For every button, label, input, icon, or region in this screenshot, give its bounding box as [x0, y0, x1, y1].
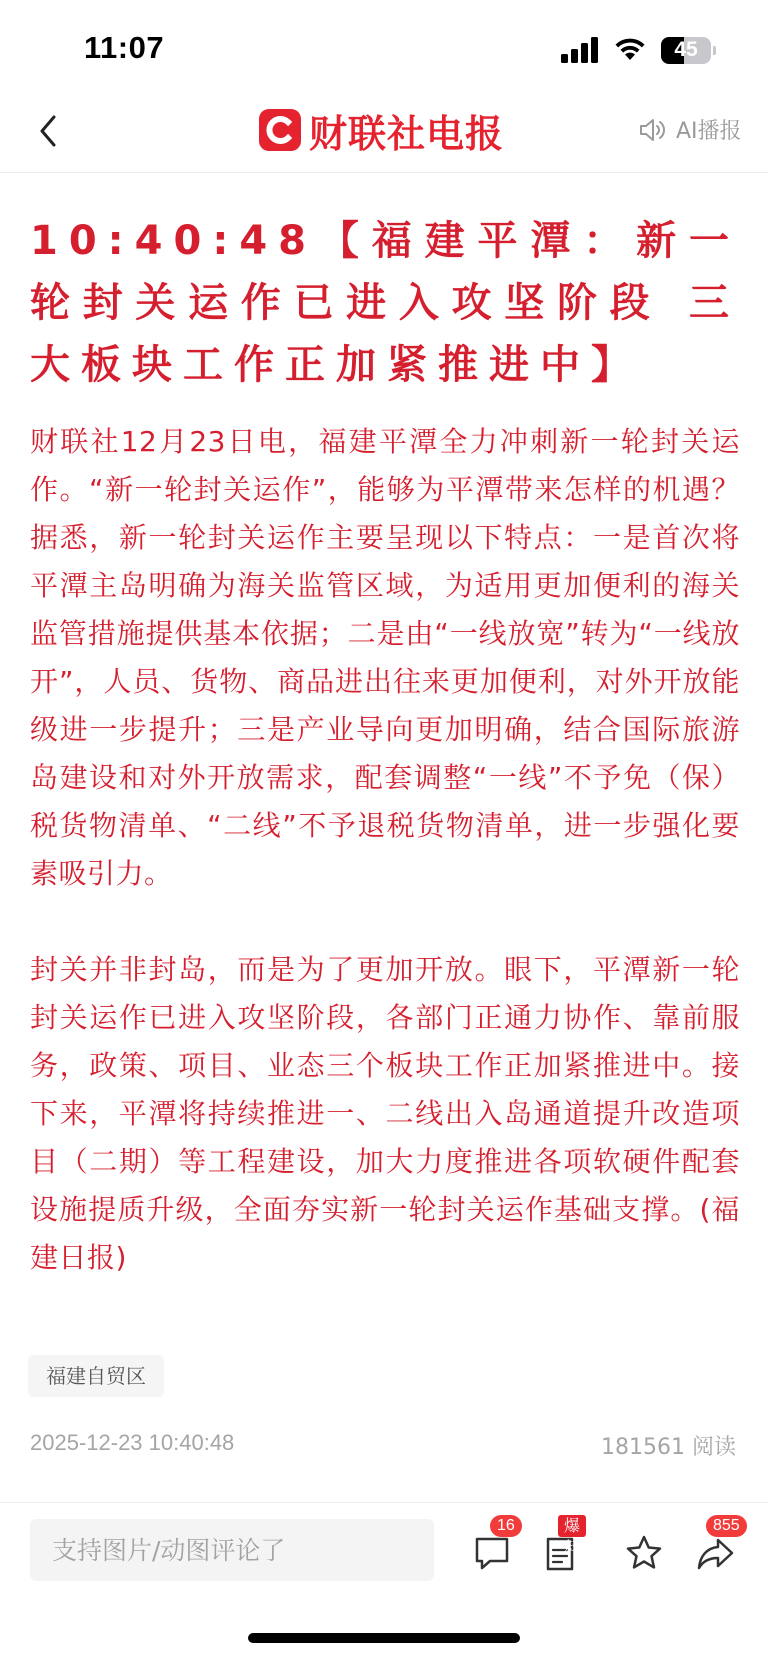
back-button[interactable]	[30, 108, 70, 154]
brand-name: 财联社电报	[309, 111, 505, 156]
chevron-left-icon	[30, 108, 70, 154]
comment-icon	[470, 1531, 514, 1575]
comment-button[interactable]	[470, 1517, 515, 1575]
battery-icon	[661, 37, 711, 64]
star-icon	[622, 1531, 666, 1575]
share-icon	[694, 1531, 738, 1575]
status-bar	[0, 0, 768, 90]
comment-count-badge: 16	[490, 1515, 522, 1537]
ai-broadcast-label: AI播报	[676, 119, 742, 144]
home-indicator	[248, 1633, 520, 1643]
article-body	[30, 418, 740, 1282]
battery-level: 45	[674, 38, 698, 61]
brand-header	[259, 106, 504, 154]
topic-tag[interactable]: 福建自贸区	[28, 1355, 164, 1397]
share-count-badge: 855	[706, 1515, 747, 1537]
article-paragraph: 封关并非封岛，而是为了更加开放。眼下，平潭新一轮封关运作已进入攻坚阶段，各部门正通力协作、靠前服务，政策、项目、业态三个板块工作正加紧推进中。接下来，平潭将持续推进一、二线出入岛通道提升改造项目（二期）等工程建设，加大力度推进各项软硬件配套设施提质升级，全面夯实新一轮封关运作基础支撑。(福建日报)	[30, 953, 740, 1274]
wifi-icon	[612, 34, 648, 62]
share-button[interactable]	[694, 1517, 740, 1575]
ai-broadcast-button[interactable]	[638, 114, 742, 145]
nav-bar	[0, 90, 768, 173]
bottom-action-bar	[0, 1502, 768, 1603]
status-time: 11:07	[84, 30, 165, 65]
battery-nub	[713, 46, 716, 55]
tip-button[interactable]	[538, 1516, 582, 1575]
article-paragraph: 财联社12月23日电，福建平潭全力冲刺新一轮封关运作。“新一轮封关运作”，能够为平潭带来怎样的机遇？据悉，新一轮封关运作主要呈现以下特点：一是首次将平潭主岛明确为海关监管区域，为适用更加便利的海关监管措施提供基本依据；二是由“一线放宽”转为“一线放开”，人员、货物、商品进出往来更加便利，对外开放能级进一步提升；三是产业导向更加明确，结合国际旅游岛建设和对外开放需求，配套调整“一线”不予免（保）税货物清单、“二线”不予退税货物清单，进一步强化要素吸引力。	[30, 425, 740, 890]
speaker-icon	[638, 116, 668, 144]
brand-logo-icon	[259, 109, 301, 151]
publish-datetime: 2025-12-23 10:40:48	[30, 1430, 235, 1455]
comment-input[interactable]	[30, 1519, 434, 1581]
read-count: 181561 阅读	[601, 1435, 736, 1460]
tip-badge: 爆料	[558, 1515, 586, 1537]
cellular-signal-icon	[561, 37, 599, 63]
favorite-button[interactable]	[622, 1531, 666, 1575]
article-headline: 10:40:48【福建平潭：新一轮封关运作已进入攻坚阶段 三大板块工作正加紧推进中】	[30, 218, 740, 388]
